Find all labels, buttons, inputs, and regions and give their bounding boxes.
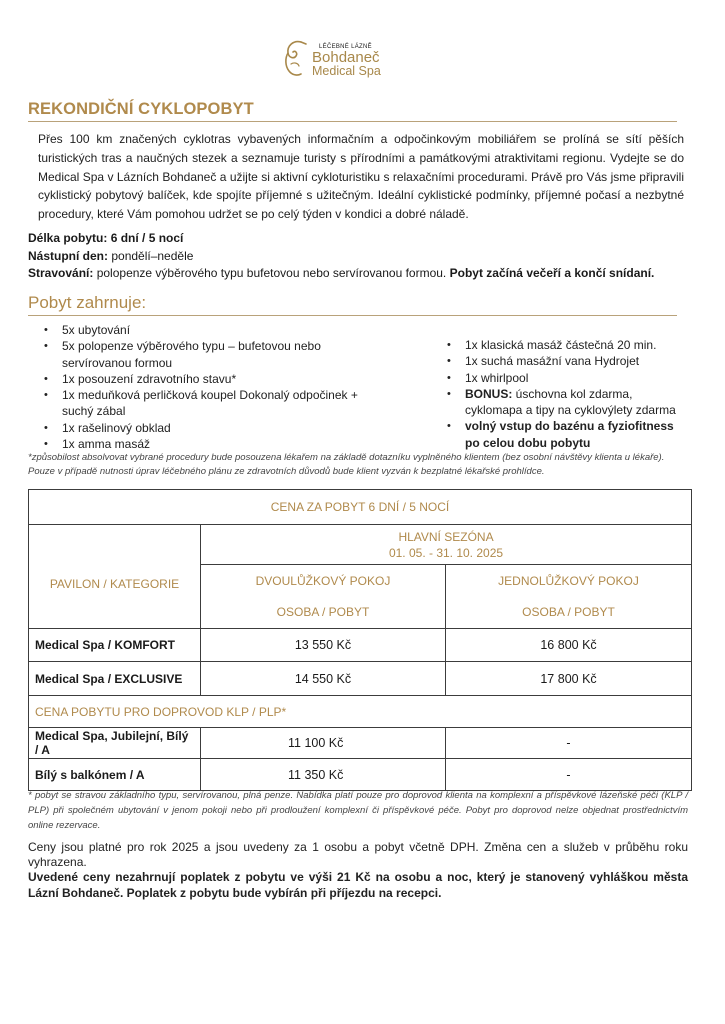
list-item: • 1x rašelinový obklad [37,420,387,436]
season-header [201,525,692,565]
season-title: HLAVNÍ SEZÓNA [398,529,494,544]
double-price: 14 550 Kč [201,662,446,696]
price-table-caption: CENA ZA POBYT 6 DNÍ / 5 NOCÍ [29,490,692,525]
arrival-day-label: Nástupní den: [28,248,108,263]
board-label: Stravování: [28,266,94,280]
double-price: 11 100 Kč [201,728,446,759]
pricing-terms [28,840,688,901]
logo-sub-text: Medical Spa [312,64,381,78]
double-price: 13 550 Kč [201,629,446,662]
row-label: Medical Spa / EXCLUSIVE [29,662,201,696]
includes-heading: Pobyt zahrnuje: [28,293,147,312]
arrival-day-row [28,248,688,266]
stay-length-value: 6 dní / 5 nocí [110,231,184,245]
double-per-person-header: OSOBA / POBYT [201,597,446,629]
list-item: • 1x posouzení zdravotního stavu* [37,371,387,387]
double-price: 11 350 Kč [201,759,446,791]
list-item: • 1x klasická masáž částečná 20 min. [440,337,690,353]
single-price: 17 800 Kč [446,662,692,696]
single-price: - [446,759,692,791]
table-row [29,662,692,696]
single-per-person-header: OSOBA / POBYT [446,597,692,629]
single-price: - [446,728,692,759]
companion-header: CENA POBYTU PRO DOPROVOD KLP / PLP* [29,696,692,728]
logo-small-text: LÉČEBNÉ LÁZNĚ [319,44,372,50]
price-table [28,489,692,791]
list-item: • 5x ubytování [37,322,387,338]
table-row [29,759,692,791]
intro-paragraph: Přes 100 km značených cyklotras vybavených informačním a odpočinkovým mobiliářem se prolíná se sítí pěších turistických tras a naučných stezek a seznamuje turisty s přírodními a památkovými atraktivitami regionu. Vydejte se do Medical Spa v Lázních Bohdaneč a užijte si aktivní cykloturistiku s relaxačními procedurami. Právě pro Vás jsme připravili cyklistický pobytový balíček, kde spojíte příjemné s užitečným. Ideální cyklistické podmínky, příjemné počasí a nezbytné procedury, které Vám pomohou udržet se po celý týden v kondici a dobré náladě. [38,132,684,222]
pricing-validity: Ceny jsou platné pro rok 2025 a jsou uvedeny za 1 osobu a pobyt včetně DPH. Změna cen a služeb v průběhu roku vyhrazena. [28,840,688,870]
companion-footnote: * pobyt se stravou základního typu, servírovanou, plná penze. Nabídka platí pouze pro doprovod klienta na komplexní a příspěvkové lázeňské péči (KLP / PLP) při společném ubytování v jenom pokoji nebo při prodloužení komplexní či příspěvkové péče. Pobyt pro doprovod nelze objednat prostřednictvím online rezervace. [28,790,688,831]
season-dates: 01. 05. - 31. 10. 2025 [388,545,504,560]
city-fee-notice: Uvedené ceny nezahrnují poplatek z pobytu ve výši 21 Kč na osobu a noc, který je stanovený vyhláškou města Lázní Bohdaneč. Poplatek z pobytu bude vybírán při příjezdu na recepci. [28,870,688,900]
stay-facts [28,230,688,283]
table-row [29,629,692,662]
board-bold-text: Pobyt začíná večeří a končí snídaní. [449,266,655,280]
includes-divider [28,315,677,316]
list-item: • 1x suchá masážní vana Hydrojet [440,353,690,369]
list-item: • 1x whirlpool [440,370,690,386]
board-value: polopenze výběrového typu bufetovou nebo servírovanou formou. [96,266,447,280]
double-room-header: DVOULŮŽKOVÝ POKOJ [201,565,446,597]
list-item: • 1x amma masáž [37,436,387,452]
row-label: Medical Spa / KOMFORT [29,629,201,662]
board-row [28,265,688,283]
row-label: Medical Spa, Jubilejní, Bílý / A [29,728,201,759]
single-price: 16 800 Kč [446,629,692,662]
stay-length-label: Délka pobytu: [28,231,108,245]
procedures-footnote: *způsobilost absolvovat vybrané procedury bude posouzena lékařem na základě dotazníku vyplněného klientem (bez osobní návštěvy klienta u lékaře). Pouze v případě nutnosti úprav léčebného plánu ze zdravotních důvodů bude klient vyzván k bezplatné lékařské prohlídce. [28,452,665,477]
list-item: • volný vstup do bazénu a fyziofitness po celou dobu pobytu [440,418,690,451]
title-divider [28,121,677,122]
row-label: Bílý s balkónem / A [29,759,201,791]
page-title: REKONDIČNÍ CYKLOPOBYT [28,100,254,118]
category-header: PAVILON / KATEGORIE [29,525,201,629]
stay-length-row [28,230,688,248]
brand-logo [279,38,429,80]
table-row [29,728,692,759]
includes-list-right [440,337,690,451]
heron-logo-icon [279,38,311,78]
includes-list-left [37,322,387,452]
arrival-day-value: pondělí–neděle [111,248,194,263]
list-item: • BONUS: úschovna kol zdarma, cyklomapa a tipy na cyklovýlety zdarma [440,386,690,419]
list-item: • 5x polopenze výběrového typu – bufetovou nebo servírovanou formou [37,338,387,371]
single-room-header: JEDNOLŮŽKOVÝ POKOJ [446,565,692,597]
list-item: • 1x meduňková perličková koupel Dokonalý odpočinek + suchý zábal [37,387,387,420]
logo-brand-text: Bohdaneč [312,49,380,66]
